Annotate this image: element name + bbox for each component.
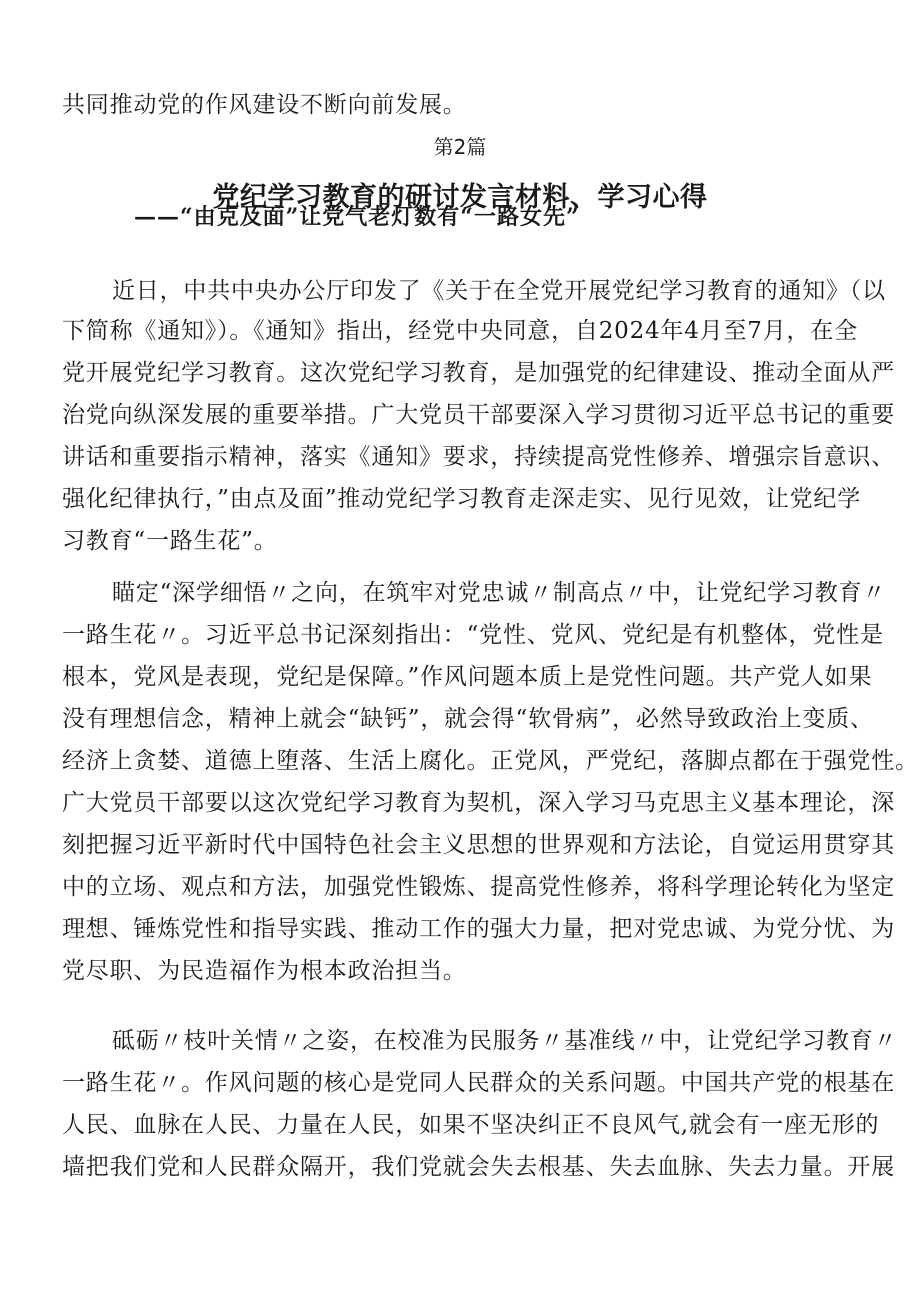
paragraph-2-line-10: 党尽职、为民造福作为根本政治担当。	[62, 958, 467, 984]
paragraph-2-line-3: 根本，党风是表现，党纪是保障。”作风问题本质上是党性问题。共产党人如果	[62, 664, 873, 690]
paragraph-3-line-2: 一路生花〃。作风问题的核心是党同人民群众的关系问题。中国共产党的根基在	[62, 1070, 895, 1096]
paragraph-1-line-2: 下简称《通知》）。《通知》指出，经党中央同意，自2024年4月至7月，在全	[62, 318, 858, 344]
paragraph-3-line-3: 人民、血脉在人民、力量在人民，如果不坚决纠正不良风气,就会有一座无形的	[62, 1112, 880, 1138]
paragraph-2-line-6: 广大党员干部要以这次党纪学习教育为契机，深入学习马克思主义基本理论，深	[62, 790, 895, 816]
paragraph-2-line-2: 一路生花〃。习近平总书记深刻指出：“党性、党风、党纪是有机整体，党性是	[62, 622, 884, 648]
continuation-line: 共同推动党的作风建设不断向前发展。	[62, 92, 467, 118]
paragraph-1-line-1: 近日，中共中央办公厅印发了《关于在全党开展党纪学习教育的通知》（以	[112, 278, 886, 304]
paragraph-2-line-5: 经济上贪婪、道德上堕落、生活上腐化。正党风，严党纪，落脚点都在于强党性。	[62, 748, 919, 774]
paragraph-2-line-7: 刻把握习近平新时代中国特色社会主义思想的世界观和方法论，自觉运用贯穿其	[62, 832, 895, 858]
paragraph-1-line-6: 强化纪律执行，”由点及面”推动党纪学习教育走深走实、见行见效，让党纪学	[62, 486, 862, 512]
paragraph-2-line-4: 没有理想信念，精神上就会“缺钙”，就会得“软骨病”，必然导致政治上变质、	[62, 706, 874, 732]
document-subtitle: ——“由克及面”让党气老灯数有“一路女先”	[134, 204, 580, 230]
paragraph-2-line-1: 瞄定“深学细悟〃之向，在筑牢对党忠诚〃制高点〃中，让党纪学习教育〃	[112, 580, 887, 606]
paragraph-1-line-5: 讲话和重要指示精神，落实《通知》要求，持续提高党性修养、增强宗旨意识、	[62, 444, 895, 470]
paragraph-3-line-1: 砥砺〃枝叶关情〃之姿，在校准为民服务〃基准线〃中，让党纪学习教育〃	[112, 1028, 898, 1054]
paragraph-2-line-9: 理想、锤炼党性和指导实践、推动工作的强大力量，把对党忠诚、为党分忧、为	[62, 916, 895, 942]
paragraph-1-line-4: 治党向纵深发展的重要举措。广大党员干部要深入学习贯彻习近平总书记的重要	[62, 402, 895, 428]
part-label: 第2篇	[433, 135, 487, 159]
paragraph-3-line-4: 墙把我们党和人民群众隔开，我们党就会失去根基、失去血脉、失去力量。开展	[62, 1154, 895, 1180]
document-title: 党纪学习教育的研讨发言材料、学习心得	[212, 182, 708, 213]
paragraph-1-line-7: 习教育“一路生花”。	[62, 528, 278, 554]
paragraph-1-line-3: 党开展党纪学习教育。这次党纪学习教育，是加强党的纪律建设、推动全面从严	[62, 360, 895, 386]
paragraph-2-line-8: 中的立场、观点和方法，加强党性锻炼、提高党性修养，将科学理论转化为坚定	[62, 874, 895, 900]
